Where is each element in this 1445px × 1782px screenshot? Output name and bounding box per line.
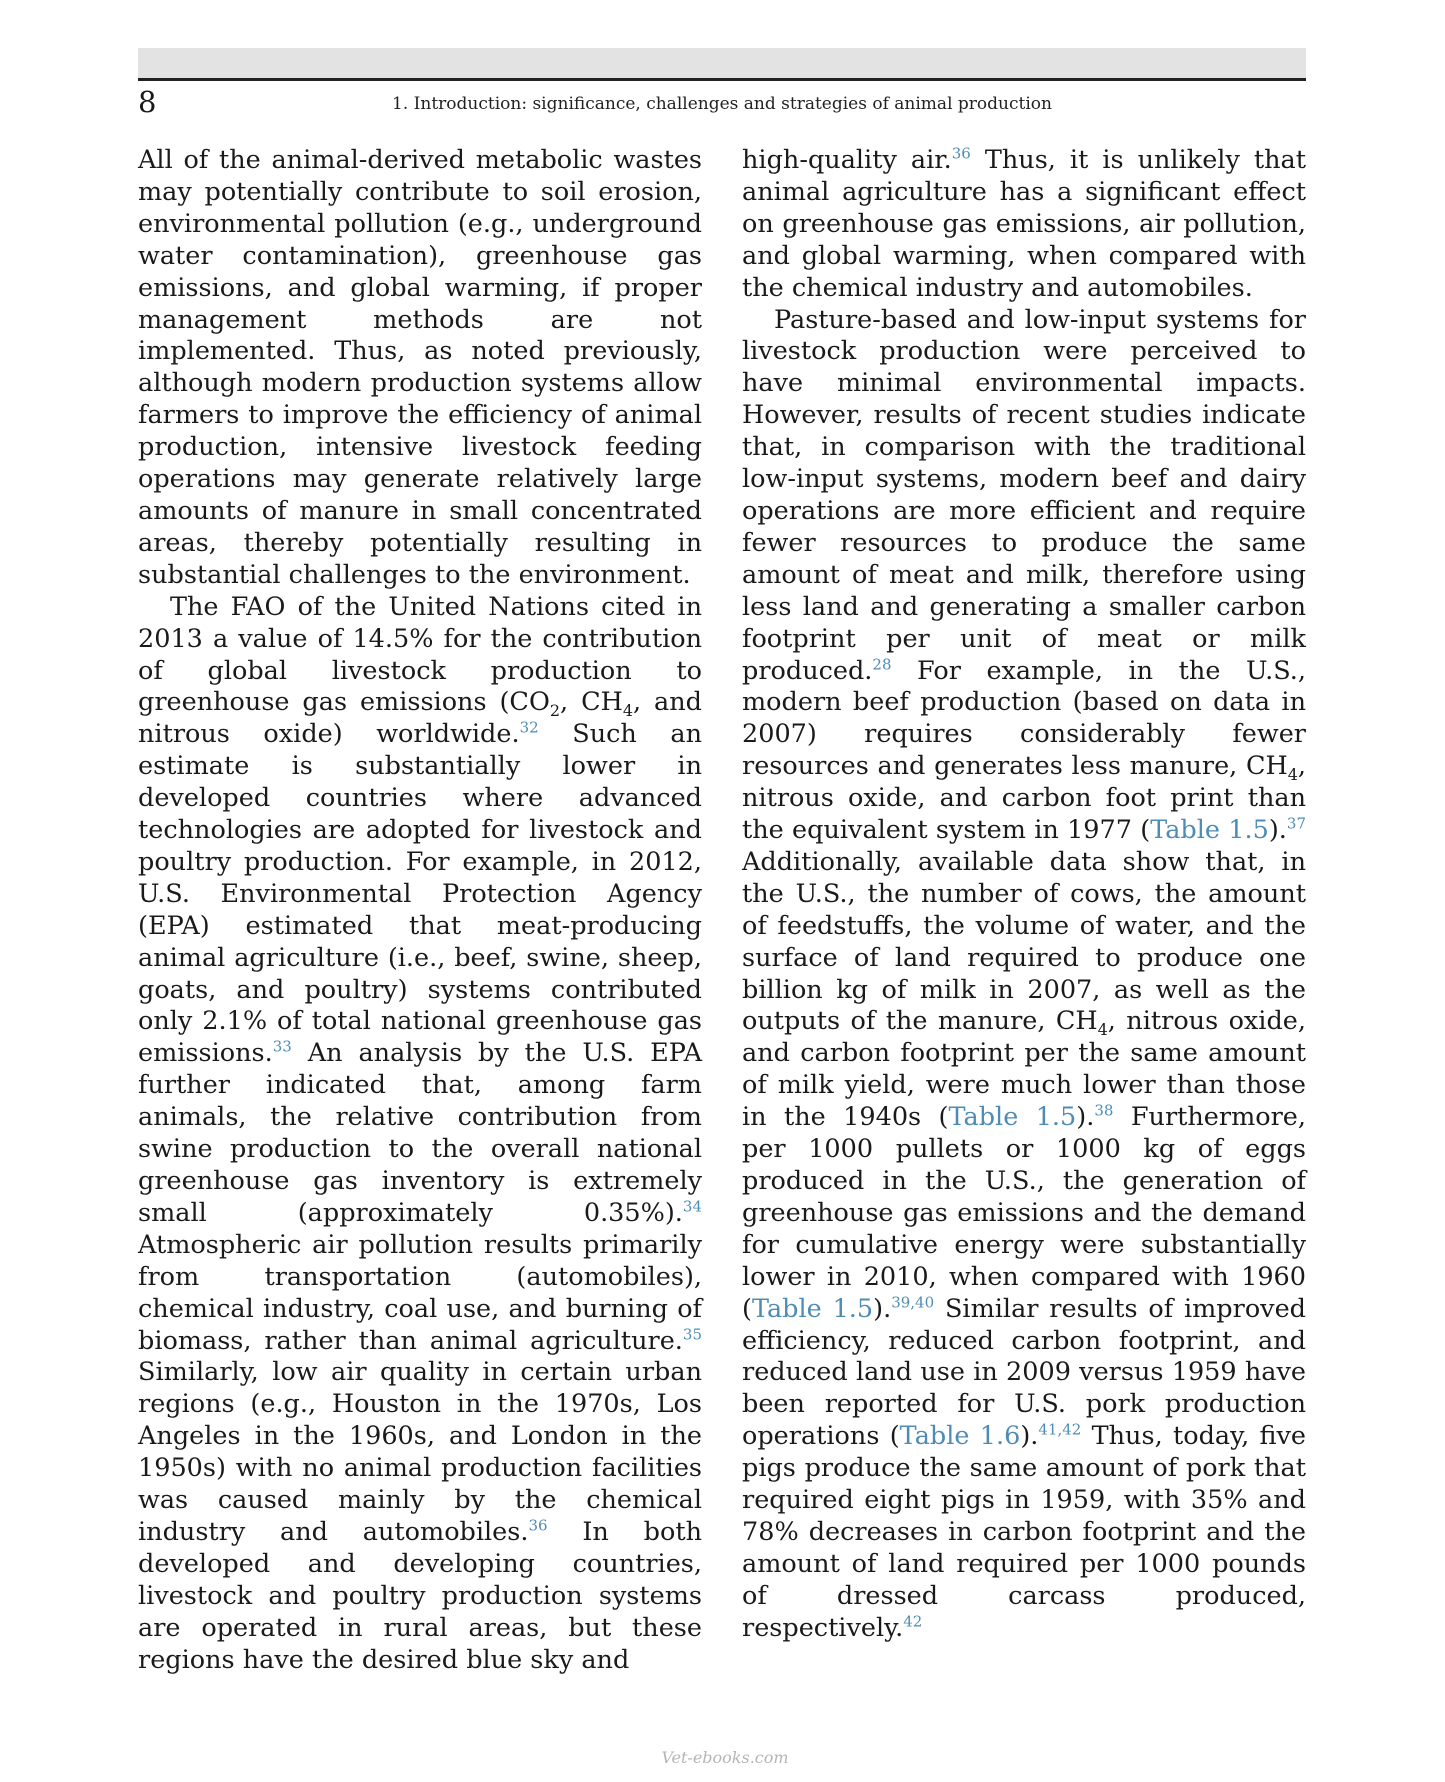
subscript: 4 <box>1287 765 1298 785</box>
table-link[interactable]: Table 1.6 <box>899 1421 1021 1452</box>
subscript: 4 <box>1097 1020 1108 1040</box>
watermark: Vet-ebooks.com <box>661 1748 789 1767</box>
citation-link[interactable]: 34 <box>682 1197 702 1216</box>
running-head: 1. Introduction: significance, challenges and strategies of animal production <box>392 94 1052 114</box>
header-bar <box>138 48 1306 78</box>
citation-link[interactable]: 42 <box>903 1612 923 1631</box>
right-column <box>742 145 1306 1645</box>
subscript: 4 <box>622 701 634 721</box>
paragraph: Pasture-based and low-input systems for livestock production were perceived to have minimal environmental impacts. However, results of recent studies indicate that, in comparison with the traditional low-input systems, modern beef and dairy operations are more efficient and require fewer resources to produce the same amount of meat and milk, therefore using less land and generating a smaller carbon footprint per unit of meat or milk produced.$^{28}$ For example, in the U.S., modern beef production (based on data in 2007) requires considerably fewer resources and generates less manure, $CH_4$, nitrous oxide, and carbon foot print than the equivalent system in 1977 (Table 1.5).$^{37}$ Additionally, available data show that, in the U.S., the number of cows, the amount of feedstuffs, the volume of water, and the surface of land required to produce one billion kg of milk in 2007, as well as the outputs of the manure, $CH_4$, nitrous oxide, and carbon footprint per the same amount of milk yield, were much lower than those in the 1940s (Table 1.5).$^{38}$ Furthermore, per 1000 pullets or 1000 kg of eggs produced in the U.S., the generation of greenhouse gas emissions and the demand for cumulative energy were substantially lower in 2010, when compared with 1960 (Table 1.5).$^{39,40}$ Similar results of improved efficiency, reduced carbon footprint, and reduced land use in 2009 versus 1959 have been reported for U.S. pork production operations (Table 1.6).$^{41,42}$ Thus, today, five pigs produce the same amount of pork that required eight pigs in 1959, with 35% and 78% decreases in carbon footprint and the amount of land required per 1000 pounds of dressed carcass produced, respectively.$^{42}$ <box>742 304 1307 1643</box>
citation-link[interactable]: 32 <box>519 718 539 737</box>
citation-link[interactable]: 36 <box>951 144 971 163</box>
citation-link[interactable]: 36 <box>528 1516 548 1535</box>
citation-link[interactable]: 28 <box>872 655 892 673</box>
paragraph: All of the animal-derived metabolic wastes may potentially contribute to soil erosion, environmental pollution (e.g., underground water contamination), greenhouse gas emissions, and global warming, if proper management methods are not implemented. Thus, as noted previously, although modern production systems allow farmers to improve the efficiency of animal production, intensive livestock feeding operations may generate relatively large amounts of manure in small concentrated areas, thereby potentially resulting in substantial challenges to the environment. <box>138 145 702 590</box>
header-rule <box>138 78 1306 81</box>
citation-link[interactable]: 41,42 <box>1038 1420 1082 1439</box>
citation-link[interactable]: 37 <box>1286 814 1306 833</box>
citation-link[interactable]: 39,40 <box>891 1293 935 1312</box>
paragraph: The FAO of the United Nations cited in 2013 a value of 14.5% for the contribution of global livestock production to greenhouse gas emissions ($CO_2$, $CH_4$, and nitrous oxide) worldwide.$^{32}$ Such an estimate is substantially lower in developed countries where advanced technologies are adopted for livestock and poultry production. For example, in 2012, U.S. Environmental Protection Agency (EPA) estimated that meat-producing animal agriculture (i.e., beef, swine, sheep, goats, and poultry) systems contributed only 2.1% of total national greenhouse gas emissions.$^{33}$ An analysis by the U.S. EPA further indicated that, among farm animals, the relative contribution from swine production to the overall national greenhouse gas inventory is extremely small (approximately 0.35%).$^{34}$ Atmospheric air pollution results primarily from transportation (automobiles), chemical industry, coal use, and burning of biomass, rather than animal agriculture.$^{35}$ Similarly, low air quality in certain urban regions (e.g., Houston in the 1970s, Los Angeles in the 1960s, and London in the 1950s) with no animal production facilities was caused mainly by the chemical industry and automobiles.$^{36}$ In both developed and developing countries, livestock and poultry production systems are operated in rural areas, but these regions have the desired blue sky and <box>138 591 702 1675</box>
page-number: 8 <box>138 85 157 119</box>
left-column <box>138 145 702 1677</box>
citation-link[interactable]: 35 <box>682 1325 702 1344</box>
paragraph: high-quality air.$^{36}$ Thus, it is unlikely that animal agriculture has a significant effect on greenhouse gas emissions, air pollution, and global warming, when compared with the chemical industry and automobiles. <box>742 144 1306 303</box>
citation-link[interactable]: 33 <box>272 1037 292 1056</box>
citation-link[interactable]: 38 <box>1094 1101 1114 1120</box>
table-link[interactable]: Table 1.5 <box>751 1293 874 1324</box>
table-link[interactable]: Table 1.5 <box>948 1102 1077 1133</box>
table-link[interactable]: Table 1.5 <box>1150 815 1269 846</box>
subscript: 2 <box>549 701 561 721</box>
